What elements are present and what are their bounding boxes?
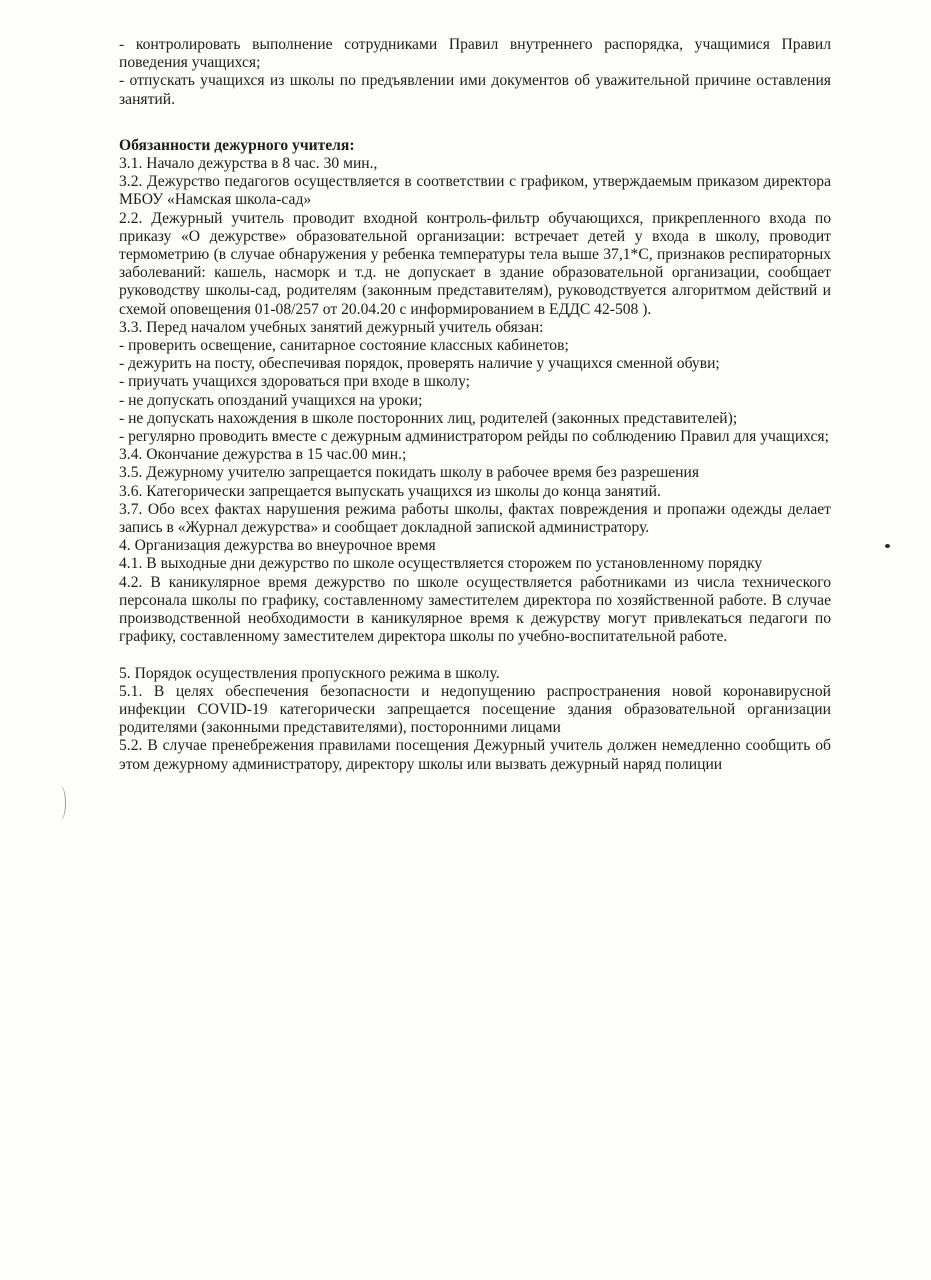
paragraph: 3.1. Начало дежурства в 8 час. 30 мин.,	[119, 155, 378, 173]
paragraph: - дежурить на посту, обеспечивая порядок, проверять наличие у учащихся сменной обуви;	[119, 355, 720, 373]
paragraph: 3.5. Дежурному учителю запрещается покидать школу в рабочее время без разрешения	[119, 464, 700, 482]
paragraph: 5.1. В целях обеспечения безопасности и недопущению распространения новой коронавирусной инфекции COVID-19 категорически запрещается посещение здания образовательной организации родителями (законными представителями), посторонними лицами	[119, 682, 831, 737]
paragraph: - контролировать выполнение сотрудниками Правил внутреннего распорядка, учащимися Правил поведения учащихся;	[119, 36, 831, 72]
paragraph: 2.2. Дежурный учитель проводит входной контроль-фильтр обучающихся, прикрепленного входа по приказу «О дежурстве» образовательной организации: встречает детей у входа в школу, проводит термометрию (в случае обнаружения у ребенка температуры тела выше 37,1*С, признаков респираторных заболеваний: кашель, насморк и т.д. не допускает в здание образовательной организации, сообщает руководству школы-сад, родителям (законным представителям), руководствуется алгоритмом действий и схемой оповещения 01-08/257 от 20.04.20 с информированием в ЕДДС 42-508 ).	[119, 209, 831, 318]
section-heading: Обязанности дежурного учителя:	[119, 136, 355, 154]
section-heading: 5. Порядок осуществления пропускного режима в школу.	[119, 664, 500, 682]
paragraph: 3.7. Обо всех фактах нарушения режима работы школы, фактах повреждения и пропажи одежды делает запись в «Журнал дежурства» и сообщает докладной запиской администратору.	[119, 500, 831, 537]
paragraph: - регулярно проводить вместе с дежурным администратором рейды по соблюдению Правил для учащихся;	[119, 428, 829, 446]
paragraph: 4. Организация дежурства во внеурочное время	[119, 537, 436, 555]
scan-margin-mark	[55, 786, 66, 820]
paragraph: - не допускать опозданий учащихся на уроки;	[119, 391, 423, 409]
paragraph: 4.2. В каникулярное время дежурство по школе осуществляется работниками из числа технического персонала школы по графику, составленному заместителем директора по хозяйственной работе. В случае производственной необходимости в каникулярное время к дежурству могут привлекаться педагоги по графику, составленному заместителем директора школы по учебно-воспитательной работе.	[119, 573, 831, 646]
paragraph: 3.4. Окончание дежурства в 15 час.00 мин.;	[119, 446, 407, 464]
paragraph: 3.2. Дежурство педагогов осуществляется в соответствии с графиком, утверждаемым приказом директора МБОУ «Намская школа-сад»	[119, 173, 831, 209]
paragraph: 3.3. Перед началом учебных занятий дежурный учитель обязан:	[119, 318, 544, 336]
paragraph: 3.6. Категорически запрещается выпускать учащихся из школы до конца занятий.	[119, 482, 661, 500]
paragraph: 4.1. В выходные дни дежурство по школе осуществляется сторожем по установленному порядку	[119, 555, 763, 573]
paragraph: 5.2. В случае пренебрежения правилами посещения Дежурный учитель должен немедленно сообщить об этом дежурному администратору, директору школы или вызвать дежурный наряд полиции	[119, 737, 831, 773]
paragraph: - проверить освещение, санитарное состояние классных кабинетов;	[119, 337, 569, 355]
paragraph: - отпускать учащихся из школы по предъявлении ими документов об уважительной причине оставления занятий.	[119, 72, 831, 108]
scan-speck	[885, 544, 890, 548]
paragraph: - не допускать нахождения в школе посторонних лиц, родителей (законных представителей);	[119, 409, 738, 427]
document-body	[119, 36, 831, 774]
paragraph: - приучать учащихся здороваться при входе в школу;	[119, 373, 471, 391]
